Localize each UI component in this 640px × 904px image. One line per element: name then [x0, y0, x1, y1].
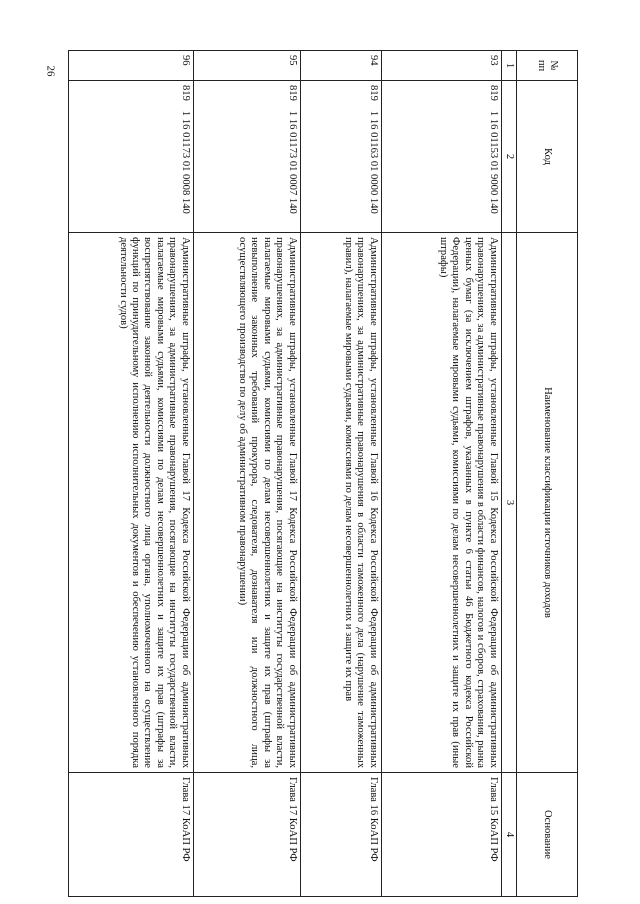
- row-basis: Глава 17 КоАП РФ: [68, 773, 193, 897]
- page-number: 26: [44, 65, 57, 77]
- income-code: 1 16 01173 01 0007 140: [286, 110, 298, 214]
- table-row: [300, 51, 381, 897]
- row-basis: Глава 17 КоАП РФ: [193, 773, 300, 897]
- admin-code: 819: [367, 85, 379, 101]
- row-name: Административные штрафы, установленные Главой 17 Кодекса Российской Федерации об административных правонарушениях, за административные правонарушения, посягающие на институты государственной власти, налагаемые мировыми судьями, комиссиями по делам несовершеннолетних и защите их прав (штрафы за воспрепятствование законной деятельности должностного лица органа, уполномоченного на осуществление функций по принудительному исполнению исполнительных документов и обеспечению установленного порядка деятельности судов): [68, 233, 193, 773]
- row-name: Административные штрафы, установленные Главой 17 Кодекса Российской Федерации об административных правонарушениях, за административные правонарушения, посягающие на институты государственной власти, налагаемые мировыми судьями, комиссиями по делам несовершеннолетних и защите их прав (штрафы за невыполнение законных требований прокурора, следователя, дознавателя или должностного лица, осуществляющего производство по делу об административном правонарушении): [193, 233, 300, 773]
- row-number: 96: [68, 51, 193, 81]
- header-num: № пп: [517, 51, 578, 81]
- column-number-row: [501, 51, 516, 897]
- column-number: 4: [501, 773, 516, 897]
- income-classification-table-sheet: [80, 50, 578, 896]
- table-header-row: [517, 51, 578, 897]
- row-number: 94: [300, 51, 381, 81]
- income-code: 1 16 01153 01 9000 140: [487, 110, 499, 214]
- row-basis: Глава 16 КоАП РФ: [300, 773, 381, 897]
- row-code: [68, 81, 193, 233]
- column-number: 1: [501, 51, 516, 81]
- row-basis: Глава 15 КоАП РФ: [381, 773, 501, 897]
- income-code: 1 16 01163 01 0000 140: [367, 110, 379, 214]
- admin-code: 819: [487, 85, 499, 101]
- row-code: [300, 81, 381, 233]
- row-code: [193, 81, 300, 233]
- row-name: Административные штрафы, установленные Главой 16 Кодекса Российской Федерации об административных правонарушениях, за административные правонарушения в области таможенного дела (нарушение таможенных правил), налагаемые мировыми судьями, комиссиями по делам несовершеннолетних и защите их прав: [300, 233, 381, 773]
- column-number: 2: [501, 81, 516, 233]
- table-row: [381, 51, 501, 897]
- header-name: Наименование классификации источников доходов: [517, 233, 578, 773]
- row-number: 93: [381, 51, 501, 81]
- column-number: 3: [501, 233, 516, 773]
- header-code: Код: [517, 81, 578, 233]
- row-name: Административные штрафы, установленные Главой 15 Кодекса Российской Федерации об административных правонарушениях, за административные правонарушения в области финансов, налогов и сборов, страхования, рынка ценных бумаг (за исключением штрафов, указанных в пункте 6 статьи 46 Бюджетного кодекса Российской Федерации), налагаемые мировыми судьями, комиссиями по делам несовершеннолетних и защите их прав (иные штрафы): [381, 233, 501, 773]
- admin-code: 819: [286, 85, 298, 101]
- table-row: [193, 51, 300, 897]
- table-row: [68, 51, 193, 897]
- income-classification-table: [68, 50, 578, 897]
- income-code: 1 16 01173 01 0008 140: [179, 110, 191, 214]
- row-code: [381, 81, 501, 233]
- header-basis: Основание: [517, 773, 578, 897]
- admin-code: 819: [179, 85, 191, 101]
- row-number: 95: [193, 51, 300, 81]
